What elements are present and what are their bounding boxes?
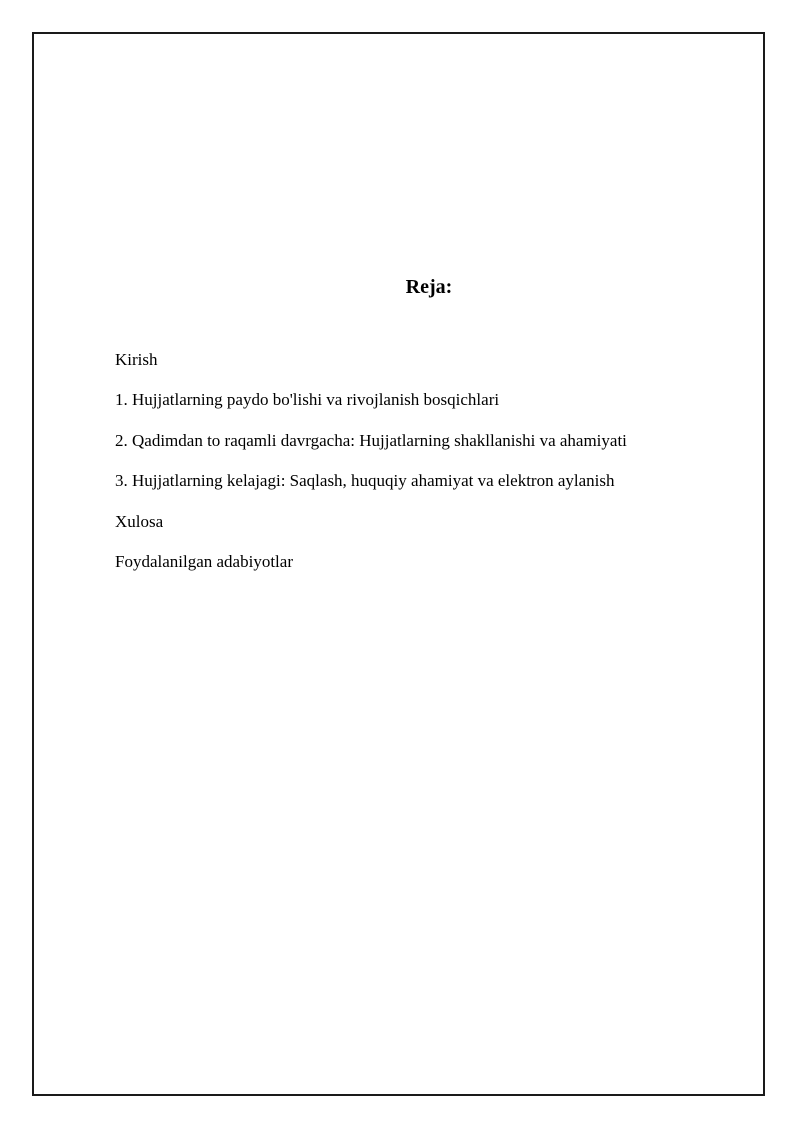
toc-item-chapter-2: 2. Qadimdan to raqamli davrgacha: Hujjatlarning shakllanishi va ahamiyati [115,430,627,450]
toc-item-conclusion: Xulosa [115,511,164,531]
table-of-contents [115,349,627,591]
toc-item-references: Foydalanilgan adabiyotlar [115,551,293,571]
toc-item-chapter-3: 3. Hujjatlarning kelajagi: Saqlash, huquqiy ahamiyat va elektron aylanish [115,471,615,491]
toc-item-chapter-1: 1. Hujjatlarning paydo bo'lishi va rivojlanish bosqichlari [115,390,500,410]
toc-item-introduction: Kirish [115,350,158,369]
page-title: Reja: [405,276,453,298]
